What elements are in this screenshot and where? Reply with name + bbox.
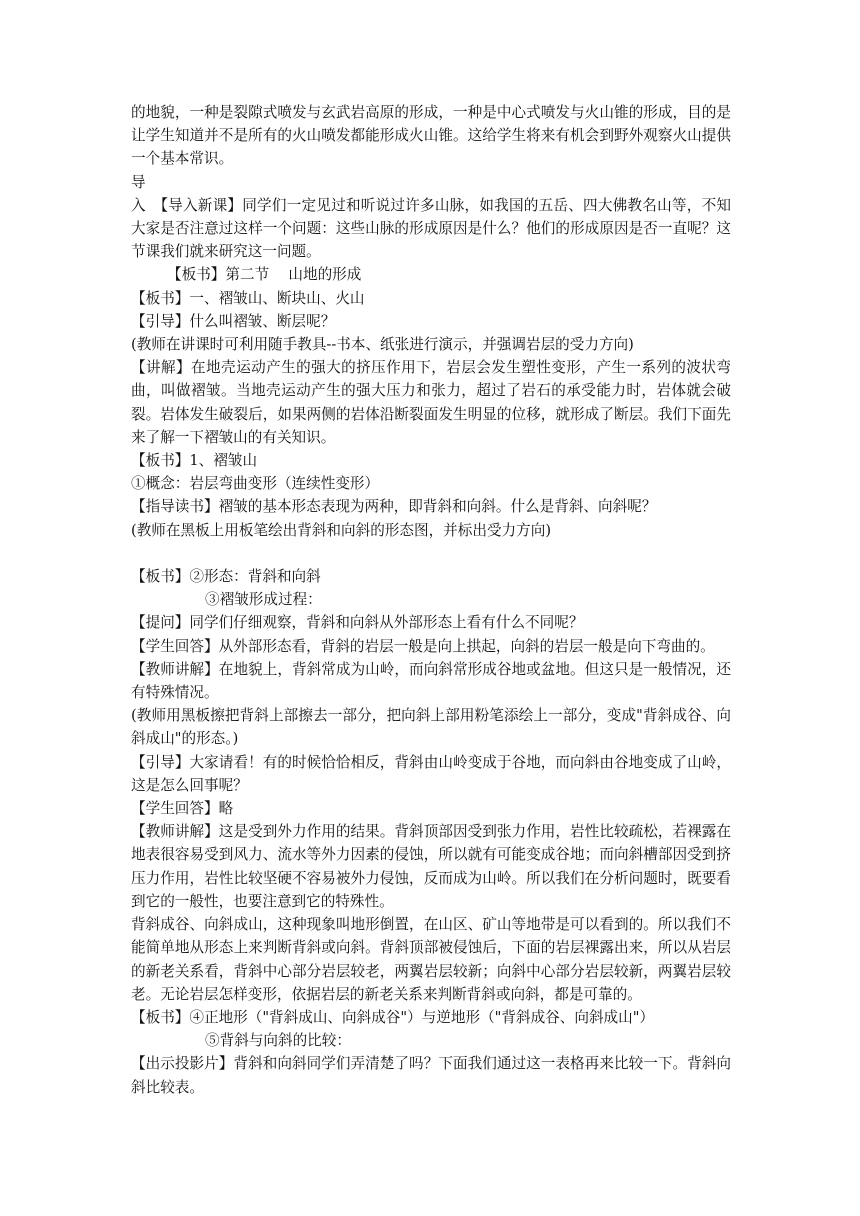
paragraph-board-fold-mountain: 【板书】1、褶皱山: [131, 452, 258, 470]
paragraph-volcano-intro: 的地貌，一种是裂隙式喷发与玄武岩高原的形成，一种是中心式喷发与火山锥的形成，目的是让学生知道并不是所有的火山喷发都能形成火山锥。这给学生将来有机会到野外观察火山提供一个基本常识。: [131, 104, 731, 168]
paragraph-comparison-heading: ⑤背斜与向斜的比较：: [205, 1032, 351, 1050]
paragraph-guide-question: 【引导】什么叫褶皱、断层呢？: [131, 312, 336, 330]
paragraph-question: 【提问】同学们仔细观察，背斜和向斜从外部形态上看有什么不同呢？: [131, 614, 584, 632]
paragraph-student-answer-brief: 【学生回答】略: [131, 800, 234, 818]
paragraph-reading-guide: 【指导读书】褶皱的基本形态表现为两种，即背斜和向斜。什么是背斜、向斜呢？: [131, 498, 657, 516]
paragraph-board-section-title: 【板书】第二节 山地的形成: [167, 266, 362, 284]
paragraph-board-mountain-types: 【板书】一、褶皱山、断块山、火山: [131, 289, 365, 307]
paragraph-dao: 导: [131, 173, 146, 191]
paragraph-board-positive-negative-terrain: 【板书】④正地形（"背斜成山、向斜成谷"）与逆地形（"背斜成谷、向斜成山"）: [131, 1008, 655, 1026]
paragraph-concept: ①概念：岩层弯曲变形（连续性变形）: [131, 475, 380, 493]
paragraph-teaching-aid-note: (教师在讲课时可利用随手教具--书本、纸张进行演示，并强调岩层的受力方向): [131, 336, 634, 354]
paragraph-guide-inversion: 【引导】大家请看！有的时候恰恰相反，背斜由山岭变成于谷地，而向斜由谷地变成了山岭，这是怎么回事呢？: [131, 753, 731, 794]
paragraph-terrain-inversion: 背斜成谷、向斜成山，这种现象叫地形倒置，在山区、矿山等地带是可以看到的。所以我们不能简单地从形态上来判断背斜或向斜。背斜顶部被侵蚀后，下面的岩层裸露出来，所以从岩层的新老关系看，背斜中心部分岩层较老，两翼岩层较新；向斜中心部分岩层较新，两翼岩层较老。无论岩层怎样变形，依据岩层的新老关系来判断背斜或向斜，都是可靠的。: [131, 916, 731, 1003]
paragraph-board-forms: 【板书】②形态：背斜和向斜: [131, 568, 321, 586]
paragraph-explanation-fold-fault: 【讲解】在地壳运动产生的强大的挤压作用下，岩层会发生塑性变形，产生一系列的波状弯曲，叫做褶皱。当地壳运动产生的强大压力和张力，超过了岩石的承受能力时，岩体就会破裂。岩体发生破裂后，如果两侧的岩体沿断裂面发生明显的位移，就形成了断层。我们下面先来了解一下褶皱山的有关知识。: [131, 359, 731, 446]
paragraph-teacher-explanation: 【教师讲解】在地貌上，背斜常成为山岭，而向斜常形成谷地或盆地。但这只是一般情况，还有特殊情况。: [131, 660, 731, 702]
paragraph-teacher-external-force: 【教师讲解】这是受到外力作用的结果。背斜顶部因受到张力作用，岩性比较疏松，若裸露在地表很容易受到风力、流水等外力因素的侵蚀，所以就有可能变成谷地；而向斜槽部因受到挤压力作用，岩性比较坚硬不容易被外力侵蚀，反而成为山岭。所以我们在分析问题时，既要看到它的一般性，也要注意到它的特殊性。: [131, 823, 731, 910]
paragraph-eraser-demo-note: (教师用黑板擦把背斜上部擦去一部分，把向斜上部用粉笔添绘上一部分，变成"背斜成谷、向斜成山"的形态。): [131, 707, 731, 748]
paragraph-introduction: 入 【导入新课】同学们一定见过和听说过许多山脉，如我国的五岳、四大佛教名山等，不知大家是否注意过这样一个问题：这些山脉的形成原因是什么？他们的形成原因是否一直呢？这节课我们就来研究这一问题。: [131, 196, 731, 261]
paragraph-slide-comparison: 【出示投影片】背斜和向斜同学们弄清楚了吗？下面我们通过这一表格再来比较一下。背斜向斜比较表。: [131, 1055, 731, 1096]
paragraph-student-answer: 【学生回答】从外部形态看，背斜的岩层一般是向上拱起，向斜的岩层一般是向下弯曲的。: [131, 637, 715, 655]
paragraph-blackboard-drawing-note: (教师在黑板上用板笔绘出背斜和向斜的形态图，并标出受力方向): [131, 521, 552, 539]
document-body: [131, 101, 731, 1099]
paragraph-fold-process: ③褶皱形成过程：: [205, 591, 322, 609]
blank-line: [131, 542, 731, 565]
